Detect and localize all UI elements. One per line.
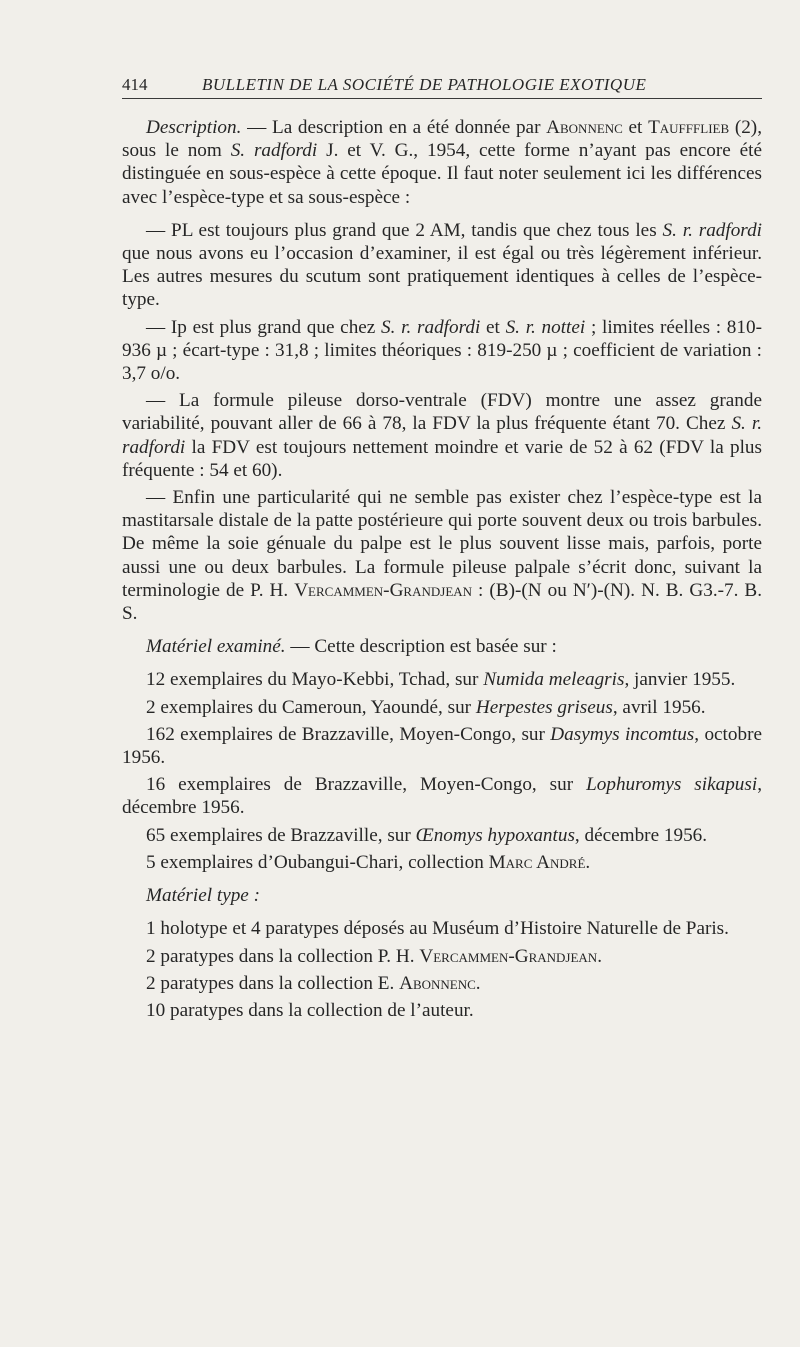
specimen-entry: 162 exemplaires de Brazzaville, Moyen-Congo, sur Dasymys incomtus, octobre 1956. bbox=[122, 723, 762, 769]
host-species: Herpestes griseus bbox=[475, 696, 613, 718]
description-paragraph: Description. — La description en a été donnée par Abonnenc et Tauffflieb (2), sous le nom S. radfordi J. et V. G., 1954, cette forme n’ayant pas encore été distinguée en sous-espèce à cette époque. Il faut noter seulement ici les différences avec l’espèce-type et sa sous-espèce : bbox=[122, 117, 762, 208]
species-name: S. r. nottei bbox=[505, 316, 586, 338]
ip-paragraph: — Ip est plus grand que chez S. r. radfordi et S. r. nottei ; limites réelles : 810-936 µ ; écart-type : 31,8 ; limites théoriques : 819-250 µ ; coefficient de variation : 3,7 o/o. bbox=[122, 316, 762, 385]
running-header bbox=[122, 74, 762, 99]
specimen-entry: 16 exemplaires de Brazzaville, Moyen-Congo, sur Lophuromys sikapusi, décembre 1956. bbox=[122, 774, 762, 819]
article-body bbox=[122, 116, 762, 1026]
pl-paragraph: — PL est toujours plus grand que 2 AM, tandis que chez tous les S. r. radfordi que nous avons eu l’occasion d’examiner, il est égal ou très légèrement inférieur. Les autres mesures du scutum sont pratiquement identiques à celles de l’espèce-type. bbox=[122, 219, 762, 311]
host-species: Numida meleagris bbox=[483, 669, 625, 691]
species-name: S. radfordi bbox=[230, 140, 318, 162]
type-entry: 2 paratypes dans la collection P. H. Vercammen-Grandjean. bbox=[146, 945, 602, 967]
author-name: Abonnenc bbox=[546, 117, 623, 138]
host-species: Lophuromys sikapusi bbox=[586, 774, 758, 796]
type-entry: 1 holotype et 4 paratypes déposés au Muséum d’Histoire Naturelle de Paris. bbox=[146, 918, 729, 940]
author-name: Marc André bbox=[488, 851, 586, 873]
page-number: 414 bbox=[122, 75, 148, 94]
specimen-entry: 5 exemplaires d’Oubangui-Chari, collection Marc André. bbox=[146, 851, 591, 873]
specimen-entry: 12 exemplaires du Mayo-Kebbi, Tchad, sur Numida meleagris, janvier 1955. bbox=[146, 669, 736, 691]
host-species: Dasymys incomtus bbox=[550, 723, 695, 745]
author-name: Tauffflieb bbox=[648, 117, 730, 138]
author-name: Vercammen-Grandjean bbox=[294, 579, 473, 601]
specimen-entry: 65 exemplaires de Brazzaville, sur Œnomys hypoxantus, décembre 1956. bbox=[146, 824, 708, 846]
materiel-heading-paragraph: Matériel examiné. — Cette description est basée sur : bbox=[146, 636, 557, 658]
type-entry: 2 paratypes dans la collection E. Abonnenc. bbox=[146, 972, 481, 994]
species-name: S. r. radfordi bbox=[381, 316, 481, 338]
fdv-paragraph: — La formule pileuse dorso-ventrale (FDV) montre une assez grande variabilité, pouvant aller de 66 à 78, la FDV la plus fréquente étant 70. Chez S. r. radfordi la FDV est toujours nettement moindre et varie de 52 à 62 (FDV la plus fréquente : 54 et 60). bbox=[122, 390, 763, 481]
author-name: Abonnenc bbox=[399, 972, 476, 994]
materiel-heading: Matériel examiné. bbox=[146, 636, 286, 658]
host-species: Œnomys hypoxantus bbox=[415, 824, 575, 846]
type-entry: 10 paratypes dans la collection de l’auteur. bbox=[146, 999, 474, 1021]
author-name: Vercammen-Grandjean bbox=[419, 945, 598, 967]
species-name: S. r. radfordi bbox=[122, 413, 763, 458]
journal-title: BULLETIN DE LA SOCIÉTÉ DE PATHOLOGIE EXOTIQUE bbox=[202, 75, 647, 94]
specimen-entry: 2 exemplaires du Cameroun, Yaoundé, sur Herpestes griseus, avril 1956. bbox=[146, 696, 706, 718]
description-heading: Description. bbox=[146, 117, 242, 138]
type-heading: Matériel type : bbox=[146, 885, 261, 907]
species-name: S. r. radfordi bbox=[662, 219, 762, 241]
enfin-paragraph: — Enfin une particularité qui ne semble pas exister chez l’espèce-type est la mastitarsale distale de la patte postérieure qui porte souvent deux ou trois barbules. De même la soie génuale du palpe est le plus souvent lisse mais, parfois, porte aussi une ou deux barbules. La formule pileuse palpale s’écrit donc, suivant la terminologie de P. H. Vercammen-Grandjean : (B)-(N ou N′)-(N). N. B. G3.-7. B. S. bbox=[122, 487, 762, 625]
type-heading-paragraph bbox=[122, 884, 762, 907]
